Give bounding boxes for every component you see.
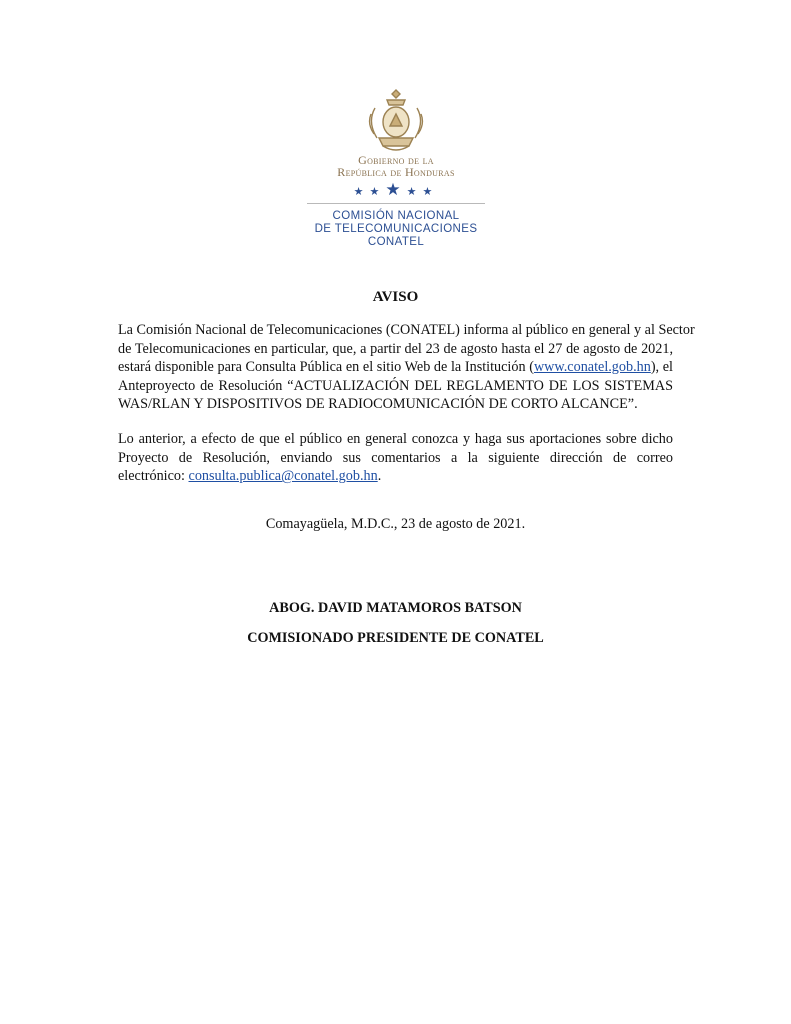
paragraph-text: electrónico: (118, 468, 189, 485)
notice-title: AVISO (372, 289, 419, 305)
org-name-line1: COMISIÓN NACIONAL (332, 210, 460, 222)
divider (307, 203, 485, 204)
paragraph-text: estará disponible para Consulta Pública en el sitio Web de la Institución ( (118, 359, 534, 376)
paragraph-text: . (377, 468, 382, 485)
org-name-line2: DE TELECOMUNICACIONES (314, 223, 478, 235)
signatory-name: ABOG. DAVID MATAMOROS BATSON (269, 600, 522, 616)
paragraph-line (118, 467, 673, 486)
place-date: Comayagüela, M.D.C., 23 de agosto de 2021. (265, 516, 526, 532)
paragraph-line: de Telecomunicaciones en particular, que, a partir del 23 de agosto hasta el 27 de agosto de 2021, (118, 340, 673, 357)
org-name-line3: CONATEL (367, 236, 425, 248)
paragraph-line (118, 358, 673, 377)
government-name-line2: República de Honduras (337, 165, 455, 179)
notice-paragraph-2 (118, 430, 673, 486)
star-icon: ★ (406, 186, 423, 198)
paragraph-text: ), el (650, 359, 673, 376)
paragraph-line: La Comisión Nacional de Telecomunicaciones (CONATEL) informa al público en general y al Sector (118, 322, 695, 338)
star-icon: ★ (385, 180, 407, 199)
star-icon: ★ (422, 186, 439, 198)
paragraph-line: Anteproyecto de Resolución “ACTUALIZACIÓN DEL REGLAMENTO DE LOS SISTEMAS (118, 377, 673, 394)
website-link[interactable]: www.conatel.gob.hn (533, 359, 651, 376)
email-link[interactable]: consulta.publica@conatel.gob.hn (188, 468, 378, 485)
paragraph-line: Lo anterior, a efecto de que el público en general conozca y haga sus aportaciones sobre dicho (118, 431, 673, 447)
notice-paragraph-1 (118, 321, 695, 414)
signatory-title: COMISIONADO PRESIDENTE DE CONATEL (247, 630, 544, 646)
star-icon: ★ (353, 186, 370, 198)
honduras-coat-of-arms-icon (361, 86, 431, 154)
paragraph-line: Proyecto de Resolución, enviando sus comentarios a la siguiente dirección de correo (118, 449, 673, 466)
star-row (300, 182, 492, 200)
star-icon: ★ (369, 186, 386, 198)
letterhead-logo (300, 86, 492, 249)
paragraph-line: WAS/RLAN Y DISPOSITIVOS DE RADIOCOMUNICACIÓN DE CORTO ALCANCE”. (118, 396, 638, 413)
government-name-line1: Gobierno de la (358, 153, 434, 167)
